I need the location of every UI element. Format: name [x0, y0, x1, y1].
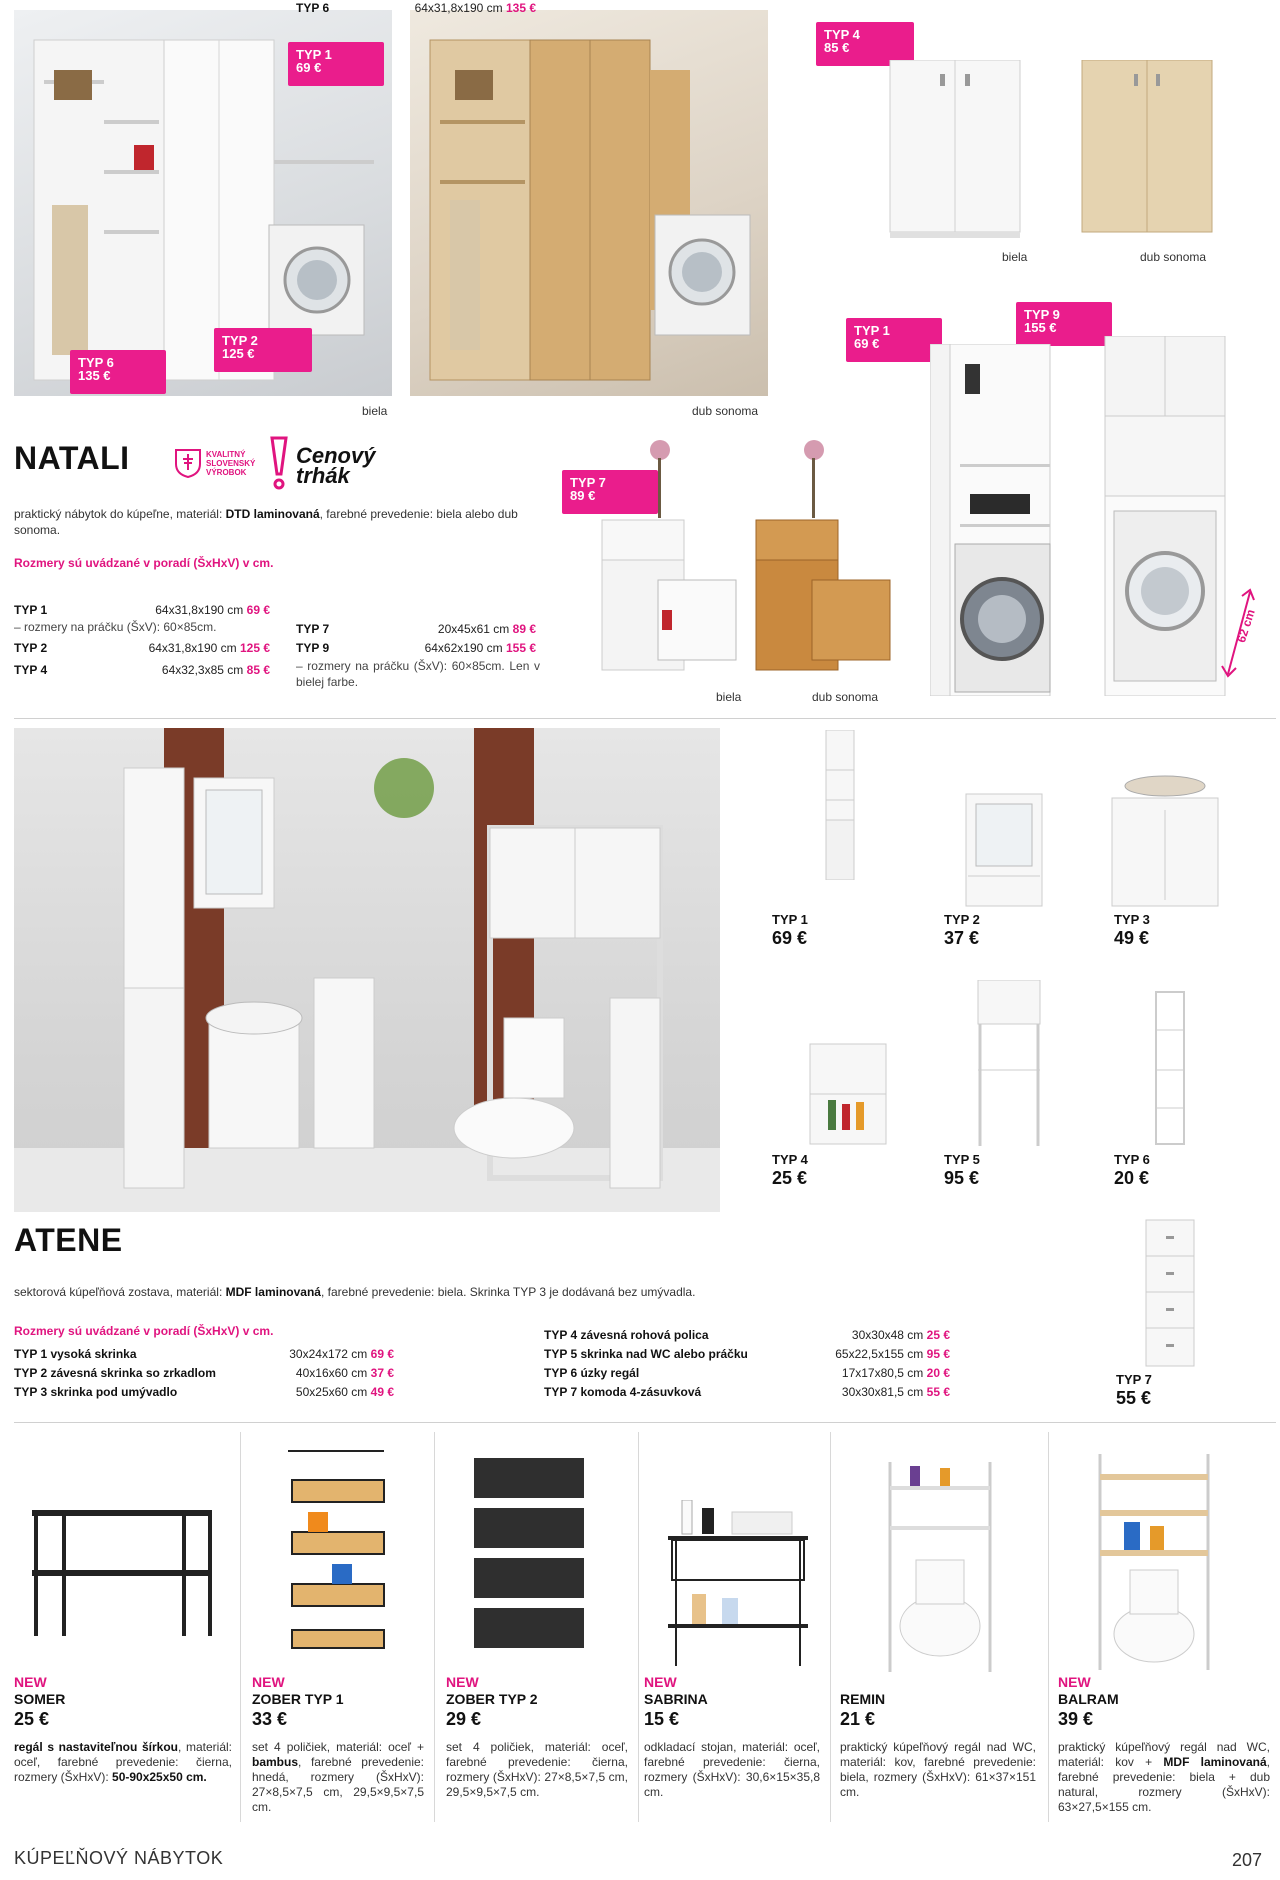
natali-dimension-label: 62 cm — [1234, 607, 1258, 645]
exclamation-icon — [268, 436, 290, 490]
natali-dimensions-note: Rozmery sú uvádzané v poradí (ŠxHxV) v cm. — [14, 556, 274, 570]
product-zober-typ1 — [252, 1674, 424, 1815]
natali-sonoma-caption: dub sonoma — [692, 404, 759, 418]
atene-spec-typ6: TYP 6 úzky regál 17x17x80,5 cm 20 € — [544, 1366, 950, 1380]
atene-room-photo — [14, 728, 720, 1212]
product-price: 29 € — [446, 1709, 482, 1729]
atene-item-typ6-label: TYP 6 — [1114, 1152, 1150, 1167]
natali-typ9-note: – rozmery na práčku (ŠxV): 60×85cm. Len v bielej farbe. — [296, 659, 540, 689]
product-name: REMIN — [840, 1691, 886, 1707]
atene-item-typ5-label: TYP 5 — [944, 1152, 980, 1167]
sabrina-stand-image — [662, 1500, 812, 1668]
new-badge: NEW — [446, 1674, 479, 1690]
atene-item-typ2-label: TYP 2 — [944, 912, 980, 927]
product-price: 25 € — [14, 1709, 50, 1729]
product-sabrina — [644, 1674, 820, 1800]
natali-spec-typ4: TYP 4 64x32,3x85 cm 85 € — [14, 663, 270, 677]
natali-typ1-note: – rozmery na práčku (ŠxV): 60×85cm. — [14, 620, 217, 634]
atene-dimensions-note: Rozmery sú uvádzané v poradí (ŠxHxV) v cm. — [14, 1324, 274, 1338]
natali-typ4-white-caption: biela — [1002, 250, 1028, 264]
product-name: ZOBER TYP 1 — [252, 1691, 344, 1707]
natali-typ9-cabinet-image — [1100, 336, 1230, 696]
product-name: SABRINA — [644, 1691, 708, 1707]
natali-tag-typ1-top: TYP 1 69 € — [288, 42, 384, 86]
natali-white-caption: biela — [362, 404, 388, 418]
product-price: 21 € — [840, 1709, 876, 1729]
product-divider — [240, 1432, 241, 1822]
product-price: 33 € — [252, 1709, 288, 1729]
atene-spec-typ2: TYP 2 závesná skrinka so zrkadlom 40x16x60 cm 37 € — [14, 1366, 394, 1380]
new-badge: NEW — [644, 1674, 677, 1690]
atene-typ6-image — [1150, 990, 1190, 1146]
natali-tag-typ7: TYP 7 89 € — [562, 470, 658, 514]
quality-badge: KVALITNÝ SLOVENSKÝ VÝROBOK — [174, 448, 255, 478]
atene-item-typ1-price: 69 € — [772, 928, 808, 948]
natali-sonoma-photo — [410, 10, 768, 396]
slovak-crest-icon — [174, 448, 202, 478]
product-somer — [14, 1674, 232, 1785]
product-description: praktický kúpeľňový regál nad WC, materiál: kov, farebné prevedenie: biela, rozmery (ŠxHxV): 61×37×151 cm. — [840, 1740, 1036, 1799]
section-divider-2 — [14, 1422, 1276, 1423]
product-description: set 4 poličiek, materiál: oceľ + bambus, farebné prevedenie: hnedá, rozmery (ŠxHxV): 27×8,5×7,5 cm, 29,5×9,5×7,5 cm. — [252, 1740, 424, 1814]
product-divider — [638, 1432, 639, 1822]
atene-typ1-image — [820, 730, 860, 880]
section-divider — [14, 718, 1276, 719]
natali-title: NATALI — [14, 440, 130, 476]
product-remin — [840, 1674, 1036, 1800]
new-badge: NEW — [14, 1674, 47, 1690]
atene-item-typ7-label: TYP 7 — [1116, 1372, 1152, 1387]
natali-spec-typ9: TYP 9 64x62x190 cm 155 € — [296, 641, 536, 655]
product-divider — [830, 1432, 831, 1822]
atene-spec-typ7: TYP 7 komoda 4-zásuvková 30x30x81,5 cm 55 € — [544, 1385, 950, 1399]
natali-typ7-white-image — [600, 430, 740, 680]
atene-typ2-image — [964, 792, 1044, 908]
natali-typ7-sonoma-caption: dub sonoma — [812, 690, 879, 704]
natali-typ4-sonoma-image — [1072, 60, 1222, 240]
zober-typ2-image — [470, 1454, 590, 1654]
product-name: BALRAM — [1058, 1691, 1119, 1707]
natali-tag-typ6: TYP 6 135 € — [70, 350, 166, 394]
new-badge: NEW — [1058, 1674, 1091, 1690]
natali-typ4-sonoma-caption: dub sonoma — [1140, 250, 1207, 264]
natali-typ1-cabinet-image — [930, 344, 1060, 696]
remin-shelf-image — [880, 1456, 1000, 1676]
natali-tag-typ4: TYP 4 85 € — [816, 22, 914, 66]
cenovy-trhak-badge: Cenový trhák — [296, 443, 376, 488]
atene-item-typ2-price: 37 € — [944, 928, 980, 948]
natali-spec-typ2: TYP 2 64x31,8x190 cm 125 € — [14, 641, 270, 655]
natali-typ4-white-image — [880, 60, 1030, 240]
natali-tag-typ9: TYP 9 155 € — [1016, 302, 1112, 346]
zober-typ1-image — [282, 1440, 392, 1650]
natali-description: praktický nábytok do kúpeľne, materiál: DTD laminovaná, farebné prevedenie: biela alebo dub sonoma. — [14, 507, 518, 537]
atene-item-typ1-label: TYP 1 — [772, 912, 808, 927]
product-name: SOMER — [14, 1691, 66, 1707]
atene-title: ATENE — [14, 1222, 123, 1258]
balram-shelf-image — [1094, 1450, 1214, 1674]
product-price: 39 € — [1058, 1709, 1094, 1729]
product-description: odkladací stojan, materiál: oceľ, farebné prevedenie: čierna, rozmery (ŠxHxV): 30,6×15×35,8 cm. — [644, 1740, 820, 1799]
atene-spec-typ3: TYP 3 skrinka pod umývadlo 50x25x60 cm 49 € — [14, 1385, 394, 1399]
product-divider — [434, 1432, 435, 1822]
natali-typ7-sonoma-image — [754, 430, 894, 680]
atene-item-typ3-price: 49 € — [1114, 928, 1150, 948]
atene-spec-typ1: TYP 1 vysoká skrinka 30x24x172 cm 69 € — [14, 1347, 394, 1361]
atene-typ7-image — [1142, 1218, 1198, 1368]
atene-item-typ7-price: 55 € — [1116, 1388, 1152, 1408]
natali-spec-typ1: TYP 1 64x31,8x190 cm 69 € — [14, 603, 270, 617]
atene-typ4-image — [808, 1040, 888, 1146]
product-name: ZOBER TYP 2 — [446, 1691, 538, 1707]
atene-description: sektorová kúpeľňová zostava, materiál: MDF laminovaná, farebné prevedenie: biela. Skrinka TYP 3 je dodávaná bez umývadla. — [14, 1285, 696, 1299]
atene-typ5-image — [974, 980, 1044, 1146]
product-description: praktický kúpeľňový regál nad WC, materiál: kov + MDF laminovaná, farebné prevedenie: biela + dub natural, rozmery (ŠxHxV): 63×27,5×155 cm. — [1058, 1740, 1270, 1814]
atene-item-typ6-price: 20 € — [1114, 1168, 1150, 1188]
product-price: 15 € — [644, 1709, 680, 1729]
footer-section-title: KÚPEĽŇOVÝ NÁBYTOK — [14, 1848, 224, 1868]
natali-tag-typ2: TYP 2 125 € — [214, 328, 312, 372]
product-description: set 4 poličiek, materiál: oceľ, farebné prevedenie: čierna, rozmery (ŠxHxV): 27×8,5×7,5 cm, 29,5×9,5×7,5 cm. — [446, 1740, 628, 1799]
natali-spec-typ6: TYP 6 64x31,8x190 cm 135 € — [296, 1, 536, 15]
natali-typ7-white-caption: biela — [716, 690, 742, 704]
atene-spec-typ5: TYP 5 skrinka nad WC alebo práčku 65x22,5x155 cm 95 € — [544, 1347, 950, 1361]
atene-item-typ5-price: 95 € — [944, 1168, 980, 1188]
somer-shelf-image — [24, 1490, 224, 1640]
product-balram — [1058, 1674, 1270, 1815]
atene-spec-typ4: TYP 4 závesná rohová polica 30x30x48 cm 25 € — [544, 1328, 950, 1342]
atene-item-typ4-price: 25 € — [772, 1168, 808, 1188]
product-description: regál s nastaviteľnou šírkou, materiál: oceľ, farebné prevedenie: čierna, rozmery (ŠxHxV): 50-90x25x50 cm. — [14, 1740, 232, 1784]
product-zober-typ2 — [446, 1674, 628, 1800]
atene-item-typ4-label: TYP 4 — [772, 1152, 808, 1167]
atene-typ3-image — [1110, 770, 1220, 910]
page-number: 207 — [1231, 1850, 1262, 1870]
natali-tag-typ1-right: TYP 1 69 € — [846, 318, 942, 362]
product-divider — [1048, 1432, 1049, 1822]
new-badge: NEW — [252, 1674, 285, 1690]
natali-spec-typ7: TYP 7 20x45x61 cm 89 € — [296, 622, 536, 636]
atene-item-typ3-label: TYP 3 — [1114, 912, 1150, 927]
new-badge — [840, 1674, 1036, 1691]
